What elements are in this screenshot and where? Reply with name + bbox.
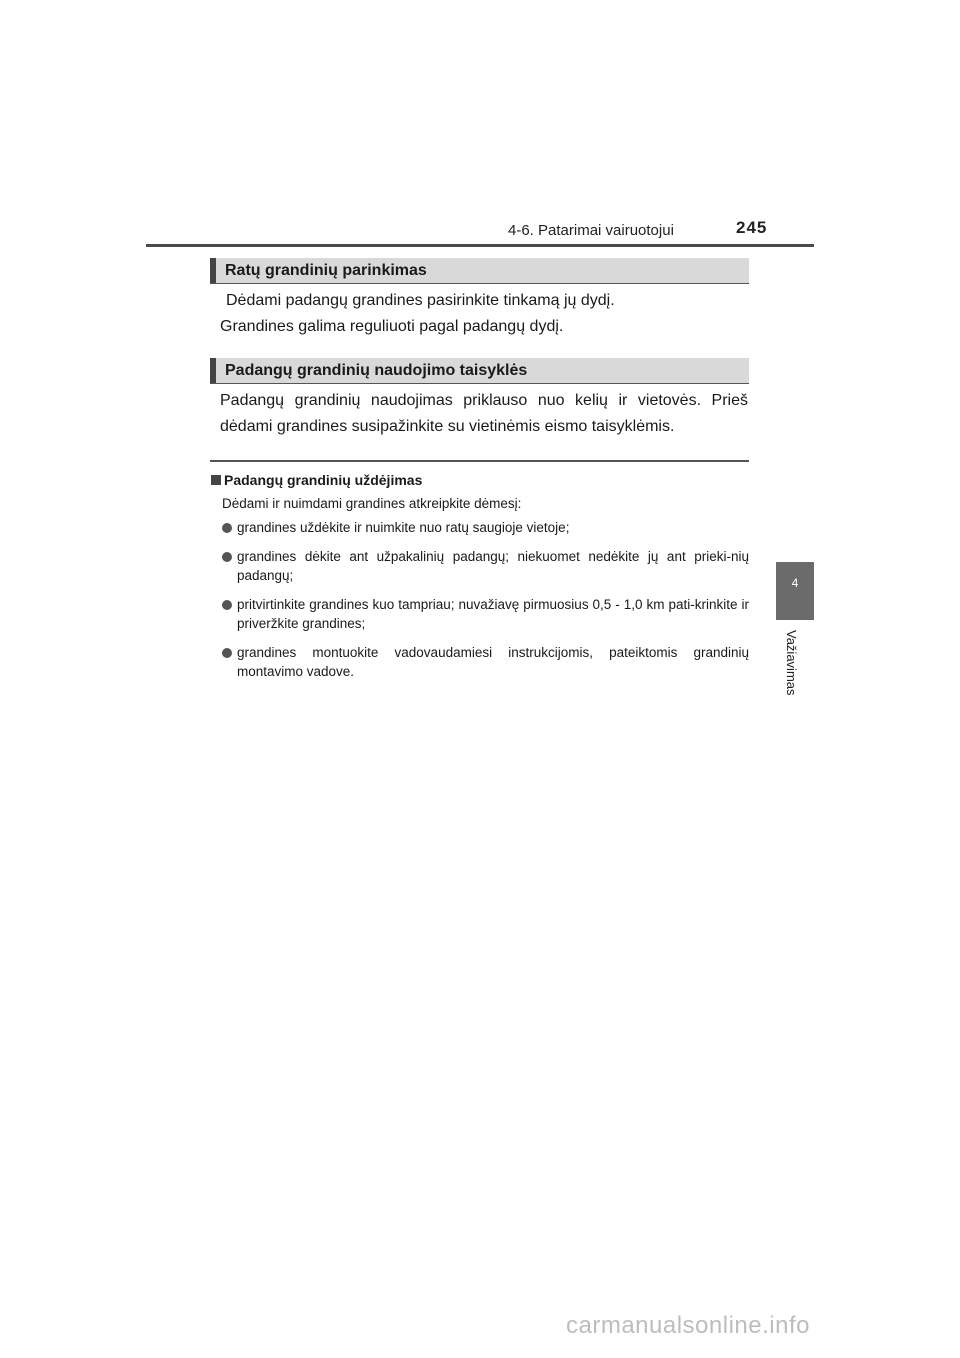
- chapter-number: 4: [791, 576, 799, 590]
- section-paragraph: Padangų grandinių naudojimas priklauso nuo kelių ir vietovės. Prieš dėdami grandines susipažinkite su vietinėmis eismo taisyklėmis.: [220, 392, 748, 435]
- note-heading: [211, 472, 422, 488]
- list-item: [222, 547, 749, 586]
- note-divider: [210, 460, 749, 462]
- chapter-tab: [776, 562, 814, 620]
- section-heading-chain-rules: [210, 358, 749, 384]
- bullet-dot-icon: [222, 600, 232, 610]
- watermark: carmanualsonline.info: [566, 1312, 810, 1339]
- section-heading-chain-selection: [210, 258, 749, 284]
- section-body: [220, 288, 748, 340]
- header-section-title: 4-6. Patarimai vairuotojui: [508, 222, 674, 239]
- body-line: Dėdami padangų grandines pasirinkite tinkamą jų dydį.: [226, 292, 615, 309]
- list-item: [222, 595, 749, 634]
- list-item: [222, 518, 749, 538]
- list-item-text: grandines dėkite ant užpakalinių padangų; niekuomet nedėkite jų ant prieki-nių padangų;: [237, 548, 749, 583]
- section-heading-title: Ratų grandinių parinkimas: [225, 262, 427, 279]
- list-item: [222, 643, 749, 682]
- bullet-dot-icon: [222, 648, 232, 658]
- bullet-dot-icon: [222, 523, 232, 533]
- note-bullet-list: [222, 518, 749, 691]
- note-intro: Dėdami ir nuimdami grandines atkreipkite dėmesį:: [222, 496, 522, 511]
- bullet-dot-icon: [222, 552, 232, 562]
- note-heading-text: Padangų grandinių uždėjimas: [224, 472, 423, 488]
- heading-accent-bar: [210, 358, 216, 383]
- heading-accent-bar: [210, 258, 216, 283]
- header-divider: [146, 244, 814, 247]
- list-item-text: pritvirtinkite grandines kuo tampriau; nuvažiavę pirmuosius 0,5 - 1,0 km pati-krinkite ir priveržkite grandines;: [237, 596, 749, 631]
- section-heading-title: Padangų grandinių naudojimo taisyklės: [225, 362, 528, 379]
- page-number: 245: [736, 218, 768, 237]
- square-bullet-icon: [211, 475, 221, 485]
- body-line: Grandines galima reguliuoti pagal padangų dydį.: [220, 318, 564, 335]
- chapter-title: Važiavimas: [784, 630, 799, 696]
- list-item-text: grandines montuokite vadovaudamiesi instrukcijomis, pateiktomis grandinių montavimo vadove.: [237, 644, 749, 679]
- list-item-text: grandines uždėkite ir nuimkite nuo ratų saugioje vietoje;: [237, 520, 570, 535]
